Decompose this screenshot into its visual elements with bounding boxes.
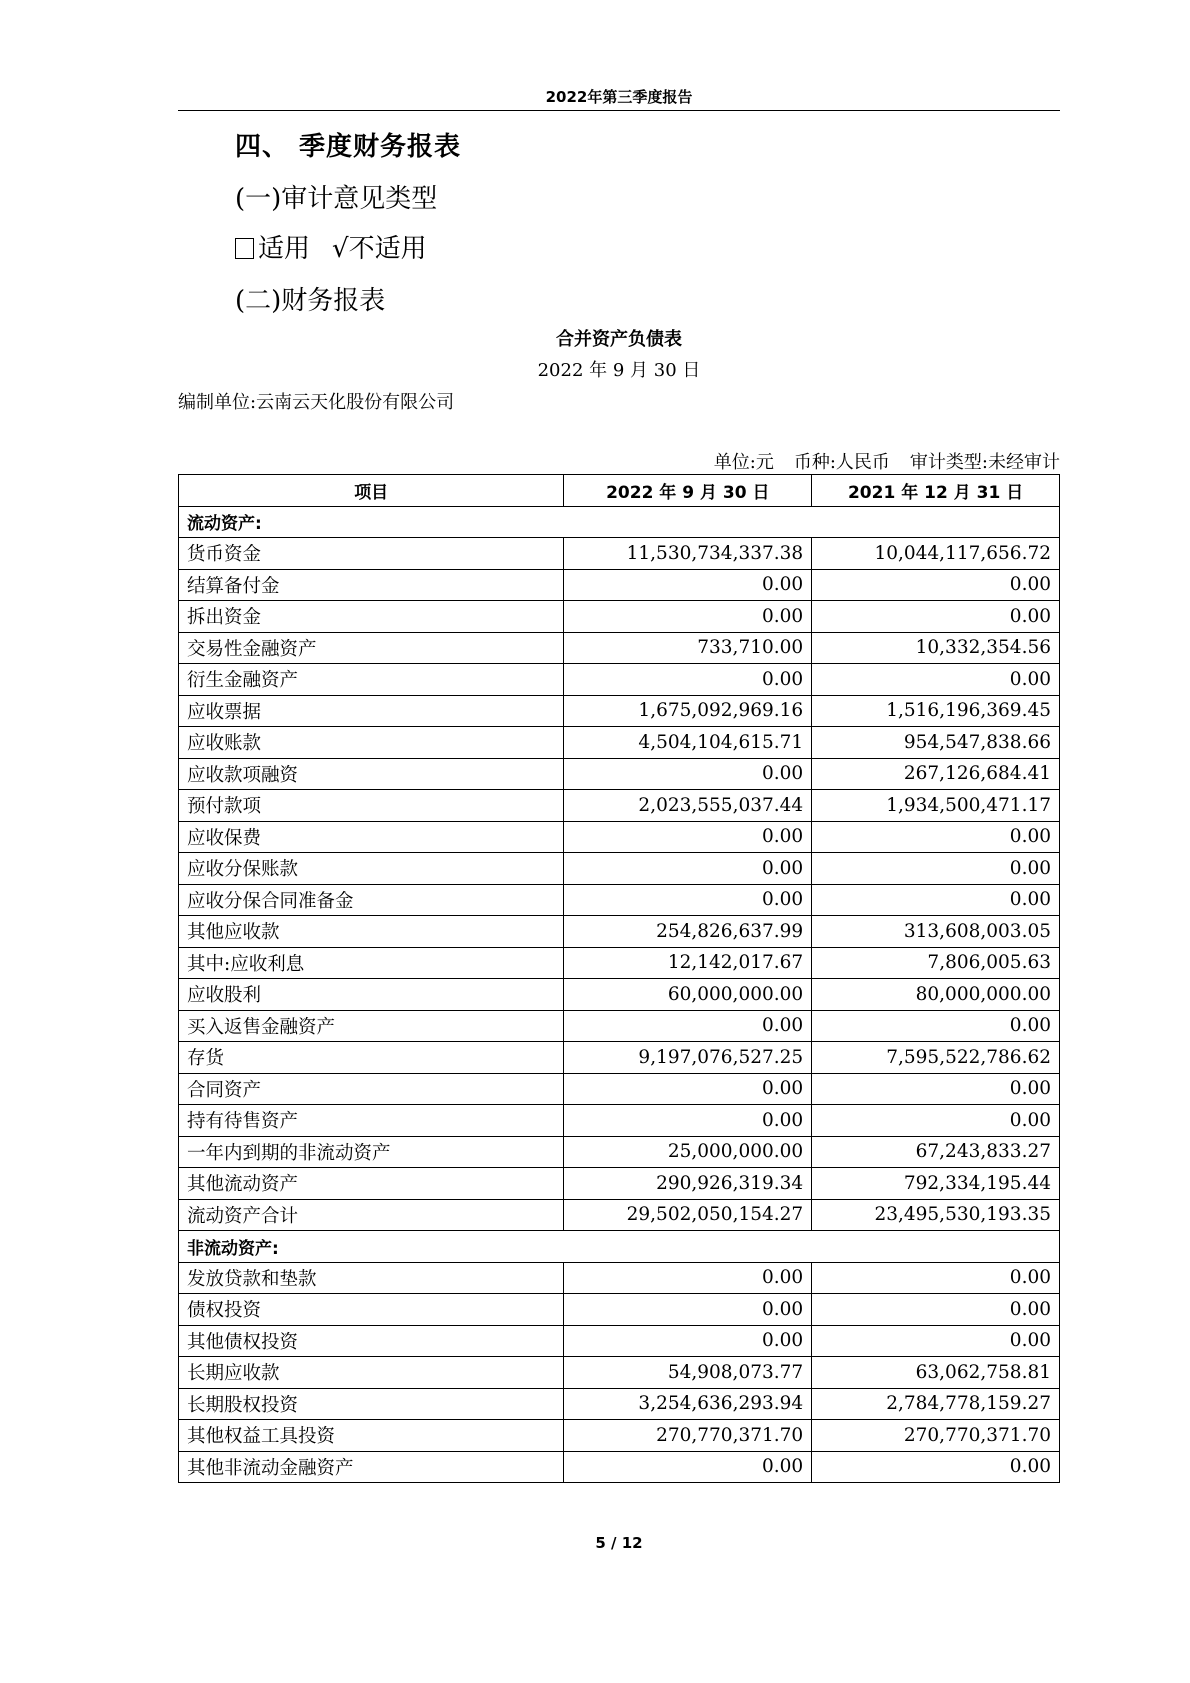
unchecked-box-icon bbox=[235, 238, 254, 259]
current-value: 1,675,092,969.16 bbox=[564, 695, 812, 727]
prior-value: 0.00 bbox=[812, 569, 1060, 601]
row-label: 应收保费 bbox=[179, 821, 564, 853]
column-header-item: 项目 bbox=[179, 475, 564, 507]
current-value: 12,142,017.67 bbox=[564, 947, 812, 979]
row-label: 拆出资金 bbox=[179, 601, 564, 633]
row-label: 结算备付金 bbox=[179, 569, 564, 601]
current-value: 254,826,637.99 bbox=[564, 916, 812, 948]
table-row bbox=[179, 1199, 1060, 1231]
row-label: 应收票据 bbox=[179, 695, 564, 727]
prior-value: 0.00 bbox=[812, 1262, 1060, 1294]
current-value: 0.00 bbox=[564, 601, 812, 633]
unit-label: 单位:元 bbox=[713, 452, 774, 473]
prior-value: 63,062,758.81 bbox=[812, 1357, 1060, 1389]
current-value: 733,710.00 bbox=[564, 632, 812, 664]
table-row bbox=[179, 1136, 1060, 1168]
current-value: 0.00 bbox=[564, 853, 812, 885]
current-value: 0.00 bbox=[564, 1325, 812, 1357]
row-label: 其他流动资产 bbox=[179, 1168, 564, 1200]
table-row bbox=[179, 727, 1060, 759]
prior-value: 954,547,838.66 bbox=[812, 727, 1060, 759]
row-label: 长期股权投资 bbox=[179, 1388, 564, 1420]
current-value: 54,908,073.77 bbox=[564, 1357, 812, 1389]
prior-value: 0.00 bbox=[812, 821, 1060, 853]
row-label: 一年内到期的非流动资产 bbox=[179, 1136, 564, 1168]
table-row bbox=[179, 821, 1060, 853]
prior-value: 0.00 bbox=[812, 884, 1060, 916]
table-row bbox=[179, 1357, 1060, 1389]
table-date: 2022 年 9 月 30 日 bbox=[537, 360, 701, 381]
current-value: 0.00 bbox=[564, 1105, 812, 1137]
prior-value: 0.00 bbox=[812, 1073, 1060, 1105]
column-header-prior: 2021 年 12 月 31 日 bbox=[812, 475, 1060, 507]
table-row bbox=[179, 1168, 1060, 1200]
row-label: 长期应收款 bbox=[179, 1357, 564, 1389]
row-label: 流动资产合计 bbox=[179, 1199, 564, 1231]
current-value: 2,023,555,037.44 bbox=[564, 790, 812, 822]
prior-value: 80,000,000.00 bbox=[812, 979, 1060, 1011]
current-value: 0.00 bbox=[564, 1294, 812, 1326]
audit-type-label: 审计类型:未经审计 bbox=[909, 452, 1060, 473]
section-label: 流动资产: bbox=[179, 506, 1060, 538]
table-title: 合并资产负债表 bbox=[556, 329, 682, 350]
table-row bbox=[179, 632, 1060, 664]
applicability-line bbox=[235, 228, 427, 265]
row-label: 其中:应收利息 bbox=[179, 947, 564, 979]
table-row bbox=[179, 601, 1060, 633]
current-value: 0.00 bbox=[564, 884, 812, 916]
prior-value: 0.00 bbox=[812, 1010, 1060, 1042]
unit-line bbox=[714, 448, 1060, 474]
prior-value: 7,806,005.63 bbox=[812, 947, 1060, 979]
not-applicable-label: √不适用 bbox=[332, 234, 427, 264]
column-header-current: 2022 年 9 月 30 日 bbox=[564, 475, 812, 507]
table-row bbox=[179, 1388, 1060, 1420]
audit-opinion-heading: (一)审计意见类型 bbox=[235, 184, 438, 214]
current-value: 29,502,050,154.27 bbox=[564, 1199, 812, 1231]
row-label: 预付款项 bbox=[179, 790, 564, 822]
current-value: 9,197,076,527.25 bbox=[564, 1042, 812, 1074]
table-row bbox=[179, 1294, 1060, 1326]
table-row bbox=[179, 979, 1060, 1011]
page-header-title: 2022年第三季度报告 bbox=[545, 88, 693, 106]
current-value: 0.00 bbox=[564, 1451, 812, 1483]
table-row bbox=[179, 1042, 1060, 1074]
prior-value: 792,334,195.44 bbox=[812, 1168, 1060, 1200]
table-row bbox=[179, 1325, 1060, 1357]
header-divider bbox=[178, 110, 1060, 111]
prior-value: 7,595,522,786.62 bbox=[812, 1042, 1060, 1074]
table-row bbox=[179, 695, 1060, 727]
table-row bbox=[179, 664, 1060, 696]
row-label: 持有待售资产 bbox=[179, 1105, 564, 1137]
row-label: 应收分保合同准备金 bbox=[179, 884, 564, 916]
row-label: 应收分保账款 bbox=[179, 853, 564, 885]
table-row bbox=[179, 1010, 1060, 1042]
table-row bbox=[179, 758, 1060, 790]
balance-sheet-table bbox=[178, 474, 1060, 1483]
table-row bbox=[179, 1451, 1060, 1483]
current-value: 3,254,636,293.94 bbox=[564, 1388, 812, 1420]
compiling-unit: 编制单位:云南云天化股份有限公司 bbox=[178, 392, 455, 413]
current-value: 0.00 bbox=[564, 1010, 812, 1042]
table-row bbox=[179, 1420, 1060, 1452]
table-row bbox=[179, 1262, 1060, 1294]
row-label: 存货 bbox=[179, 1042, 564, 1074]
section-label: 非流动资产: bbox=[179, 1231, 1060, 1263]
table-row bbox=[179, 916, 1060, 948]
table-row bbox=[179, 569, 1060, 601]
prior-value: 267,126,684.41 bbox=[812, 758, 1060, 790]
current-value: 4,504,104,615.71 bbox=[564, 727, 812, 759]
row-label: 买入返售金融资产 bbox=[179, 1010, 564, 1042]
current-value: 60,000,000.00 bbox=[564, 979, 812, 1011]
table-row bbox=[179, 884, 1060, 916]
section-title: 四、 季度财务报表 bbox=[235, 132, 462, 162]
table-header-row bbox=[179, 475, 1060, 507]
row-label: 衍生金融资产 bbox=[179, 664, 564, 696]
current-value: 290,926,319.34 bbox=[564, 1168, 812, 1200]
table-row bbox=[179, 790, 1060, 822]
prior-value: 67,243,833.27 bbox=[812, 1136, 1060, 1168]
page-number: 5 / 12 bbox=[595, 1534, 643, 1552]
current-value: 0.00 bbox=[564, 569, 812, 601]
row-label: 其他权益工具投资 bbox=[179, 1420, 564, 1452]
section-row bbox=[179, 506, 1060, 538]
current-value: 0.00 bbox=[564, 1262, 812, 1294]
prior-value: 0.00 bbox=[812, 664, 1060, 696]
row-label: 应收账款 bbox=[179, 727, 564, 759]
row-label: 应收款项融资 bbox=[179, 758, 564, 790]
currency-label: 币种:人民币 bbox=[793, 452, 890, 473]
prior-value: 270,770,371.70 bbox=[812, 1420, 1060, 1452]
financial-statements-heading: (二)财务报表 bbox=[235, 286, 386, 316]
row-label: 其他非流动金融资产 bbox=[179, 1451, 564, 1483]
row-label: 交易性金融资产 bbox=[179, 632, 564, 664]
prior-value: 2,784,778,159.27 bbox=[812, 1388, 1060, 1420]
table-row bbox=[179, 1073, 1060, 1105]
row-label: 货币资金 bbox=[179, 538, 564, 570]
current-value: 0.00 bbox=[564, 821, 812, 853]
current-value: 270,770,371.70 bbox=[564, 1420, 812, 1452]
prior-value: 10,044,117,656.72 bbox=[812, 538, 1060, 570]
row-label: 其他债权投资 bbox=[179, 1325, 564, 1357]
table-row bbox=[179, 947, 1060, 979]
prior-value: 0.00 bbox=[812, 1105, 1060, 1137]
prior-value: 0.00 bbox=[812, 1294, 1060, 1326]
table-row bbox=[179, 853, 1060, 885]
prior-value: 0.00 bbox=[812, 853, 1060, 885]
row-label: 债权投资 bbox=[179, 1294, 564, 1326]
current-value: 11,530,734,337.38 bbox=[564, 538, 812, 570]
prior-value: 0.00 bbox=[812, 601, 1060, 633]
table-body bbox=[179, 506, 1060, 1483]
row-label: 合同资产 bbox=[179, 1073, 564, 1105]
applicable-label: 适用 bbox=[258, 234, 311, 264]
section-row bbox=[179, 1231, 1060, 1263]
table-row bbox=[179, 1105, 1060, 1137]
row-label: 发放贷款和垫款 bbox=[179, 1262, 564, 1294]
current-value: 25,000,000.00 bbox=[564, 1136, 812, 1168]
prior-value: 23,495,530,193.35 bbox=[812, 1199, 1060, 1231]
prior-value: 1,934,500,471.17 bbox=[812, 790, 1060, 822]
current-value: 0.00 bbox=[564, 1073, 812, 1105]
row-label: 应收股利 bbox=[179, 979, 564, 1011]
prior-value: 1,516,196,369.45 bbox=[812, 695, 1060, 727]
prior-value: 313,608,003.05 bbox=[812, 916, 1060, 948]
table-row bbox=[179, 538, 1060, 570]
prior-value: 0.00 bbox=[812, 1325, 1060, 1357]
current-value: 0.00 bbox=[564, 758, 812, 790]
prior-value: 10,332,354.56 bbox=[812, 632, 1060, 664]
current-value: 0.00 bbox=[564, 664, 812, 696]
row-label: 其他应收款 bbox=[179, 916, 564, 948]
prior-value: 0.00 bbox=[812, 1451, 1060, 1483]
